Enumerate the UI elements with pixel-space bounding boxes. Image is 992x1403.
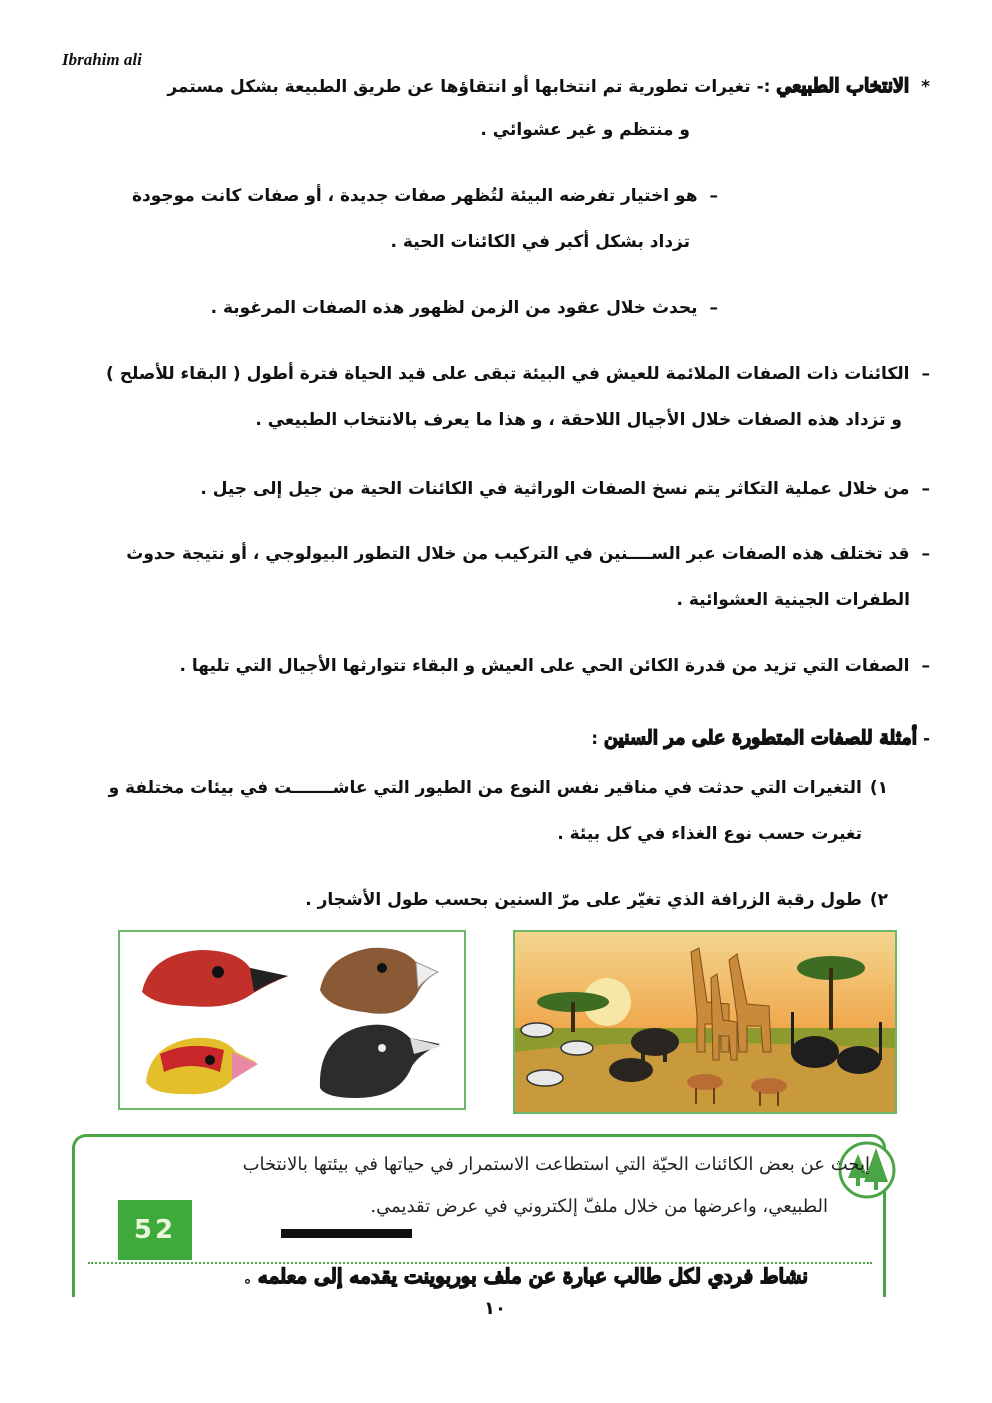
point-3-line-2: الطفرات الجينية العشوائية . <box>676 590 910 610</box>
red-bird-head <box>142 950 288 1007</box>
activity-note: نشاط فردي لكل طالب عبارة عن ملف بوربوينت يقدمه إلى معلمه . <box>243 1264 808 1288</box>
point-1-line-1 <box>106 362 930 386</box>
bird-beaks-illustration <box>120 932 464 1108</box>
point-dash: – <box>921 656 930 676</box>
point-text: الكائنات ذات الصفات الملائمة للعيش في البيئة تبقى على قيد الحياة فترة أطول ( البقاء للأصلح ) <box>106 364 910 384</box>
example-1-line-1 <box>109 776 888 800</box>
author-name: Ibrahim ali <box>62 50 142 69</box>
savanna-illustration <box>515 932 895 1112</box>
point-3-line-1 <box>126 542 930 566</box>
definition-line-1 <box>167 74 930 99</box>
point-dash: – <box>921 479 930 499</box>
redaction-bar <box>281 1229 412 1238</box>
activity-line-2: الطبيعي، واعرضها من خلال ملفّ إلكتروني في عرض تقديمي. <box>370 1196 828 1217</box>
activity-line-1: إبحث عن بعض الكائنات الحيّة التي استطاعت الاستمرار في حياتها في بيئتها بالانتخاب <box>242 1154 870 1175</box>
point-4-line-1 <box>180 654 931 678</box>
yellow-bird-head <box>146 1038 258 1094</box>
sub-point-dash: – <box>709 186 718 206</box>
examples-suffix: : <box>591 729 599 749</box>
point-1-line-2: و تزداد هذه الصفات خلال الأجيال اللاحقة ، و هذا ما يعرف بالانتخاب الطبيعي . <box>255 410 902 430</box>
point-2-line-1 <box>200 477 930 501</box>
definition-separator: :- <box>756 77 771 97</box>
sub-point-1-line-1 <box>132 184 718 208</box>
point-text: من خلال عملية التكاثر يتم نسخ الصفات الوراثية في الكائنات الحية من جيل إلى جيل . <box>200 479 910 499</box>
sub-point-text: يحدث خلال عقود من الزمن لظهور هذه الصفات المرغوبة . <box>210 298 698 318</box>
sub-point-text: هو اختيار تفرضه البيئة لتُظهر صفات جديدة ، أو صفات كانت موجودة <box>131 186 698 206</box>
example-2-line-1 <box>305 888 888 912</box>
definition-term: الانتخاب الطبيعي <box>776 75 910 97</box>
examples-prefix: - <box>922 729 930 749</box>
savanna-figure <box>513 930 897 1114</box>
examples-heading <box>591 726 930 751</box>
sub-point-1-line-2: تزداد بشكل أكبر في الكائنات الحية . <box>390 232 690 252</box>
lesson-number-badge: 52 <box>118 1200 192 1260</box>
brown-bird-head <box>320 948 438 1014</box>
definition-marker: * <box>921 77 930 97</box>
example-number: ٢) <box>869 890 888 910</box>
example-number: ١) <box>869 778 888 798</box>
point-text: الصفات التي تزيد من قدرة الكائن الحي على العيش و البقاء تتوارثها الأجيال التي تليها . <box>179 656 910 676</box>
page-number: ١٠ <box>484 1298 506 1319</box>
dark-bird-head <box>320 1025 442 1098</box>
example-text: التغيرات التي حدثت في مناقير نفس النوع من الطيور التي عاشـــــــت في بيئات مختلفة و <box>108 778 862 798</box>
definition-line-2: و منتظم و غير عشوائي . <box>480 120 690 140</box>
sub-point-2-line-1 <box>211 296 718 320</box>
point-dash: – <box>921 364 930 384</box>
example-text: طول رقبة الزرافة الذي تغيّر على مرّ السنين بحسب طول الأشجار . <box>305 890 862 910</box>
examples-title: أمثلة للصفات المتطورة على مر السنين <box>604 727 918 749</box>
point-text: قد تختلف هذه الصفات عبر الســــنين في التركيب من خلال التطور البيولوجي ، أو نتيجة حدوث <box>126 544 910 564</box>
point-dash: – <box>921 544 930 564</box>
bird-beaks-figure <box>118 930 466 1110</box>
definition-text: تغيرات تطورية تم انتخابها أو انتقاؤها عن طريق الطبيعة بشكل مستمر <box>167 77 751 97</box>
sub-point-dash: – <box>709 298 718 318</box>
example-1-line-2: تغيرت حسب نوع الغذاء في كل بيئة . <box>557 824 862 844</box>
